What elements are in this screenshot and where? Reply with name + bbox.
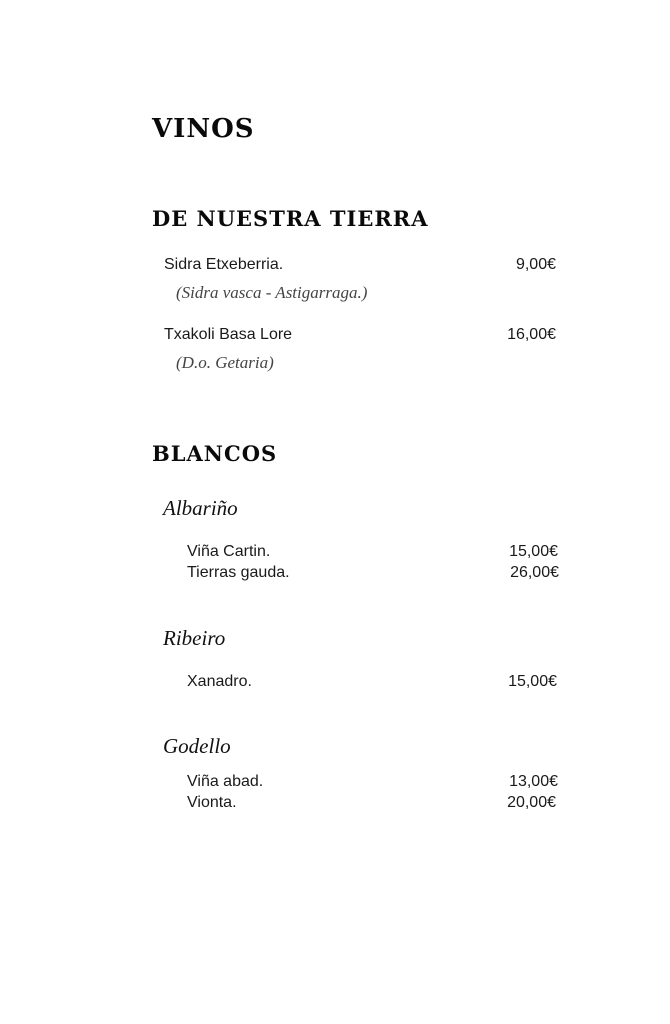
menu-item-note: (Sidra vasca - Astigarraga.)	[176, 283, 368, 302]
subsection-title-godello: Godello	[163, 734, 231, 758]
menu-item-price: 13,00€	[509, 773, 558, 790]
menu-item-price: 16,00€	[507, 326, 556, 343]
menu-item-price: 15,00€	[509, 543, 558, 560]
menu-item-price: 15,00€	[508, 673, 557, 690]
menu-item-name: Tierras gauda.	[187, 564, 290, 581]
menu-item-name: Viña abad.	[187, 773, 264, 790]
menu-item-name: Sidra Etxeberria.	[164, 256, 284, 273]
subsection-title-albarino: Albariño	[163, 496, 238, 520]
menu-item-name: Viña Cartin.	[187, 543, 271, 560]
subsection-title-ribeiro: Ribeiro	[163, 626, 226, 650]
menu-item-name: Vionta.	[187, 794, 237, 811]
menu-item-name: Xanadro.	[187, 673, 252, 690]
section-title-blancos: BLANCOS	[152, 441, 278, 466]
menu-item-price: 20,00€	[507, 794, 556, 811]
menu-item-note: (D.o. Getaria)	[176, 353, 274, 372]
menu-item-name: Txakoli Basa Lore	[164, 326, 293, 343]
page-title: VINOS	[152, 114, 255, 144]
section-title-de-nuestra-tierra: DE NUESTRA TIERRA	[152, 206, 429, 231]
menu-item-price: 26,00€	[510, 564, 559, 581]
menu-item-price: 9,00€	[515, 256, 556, 273]
